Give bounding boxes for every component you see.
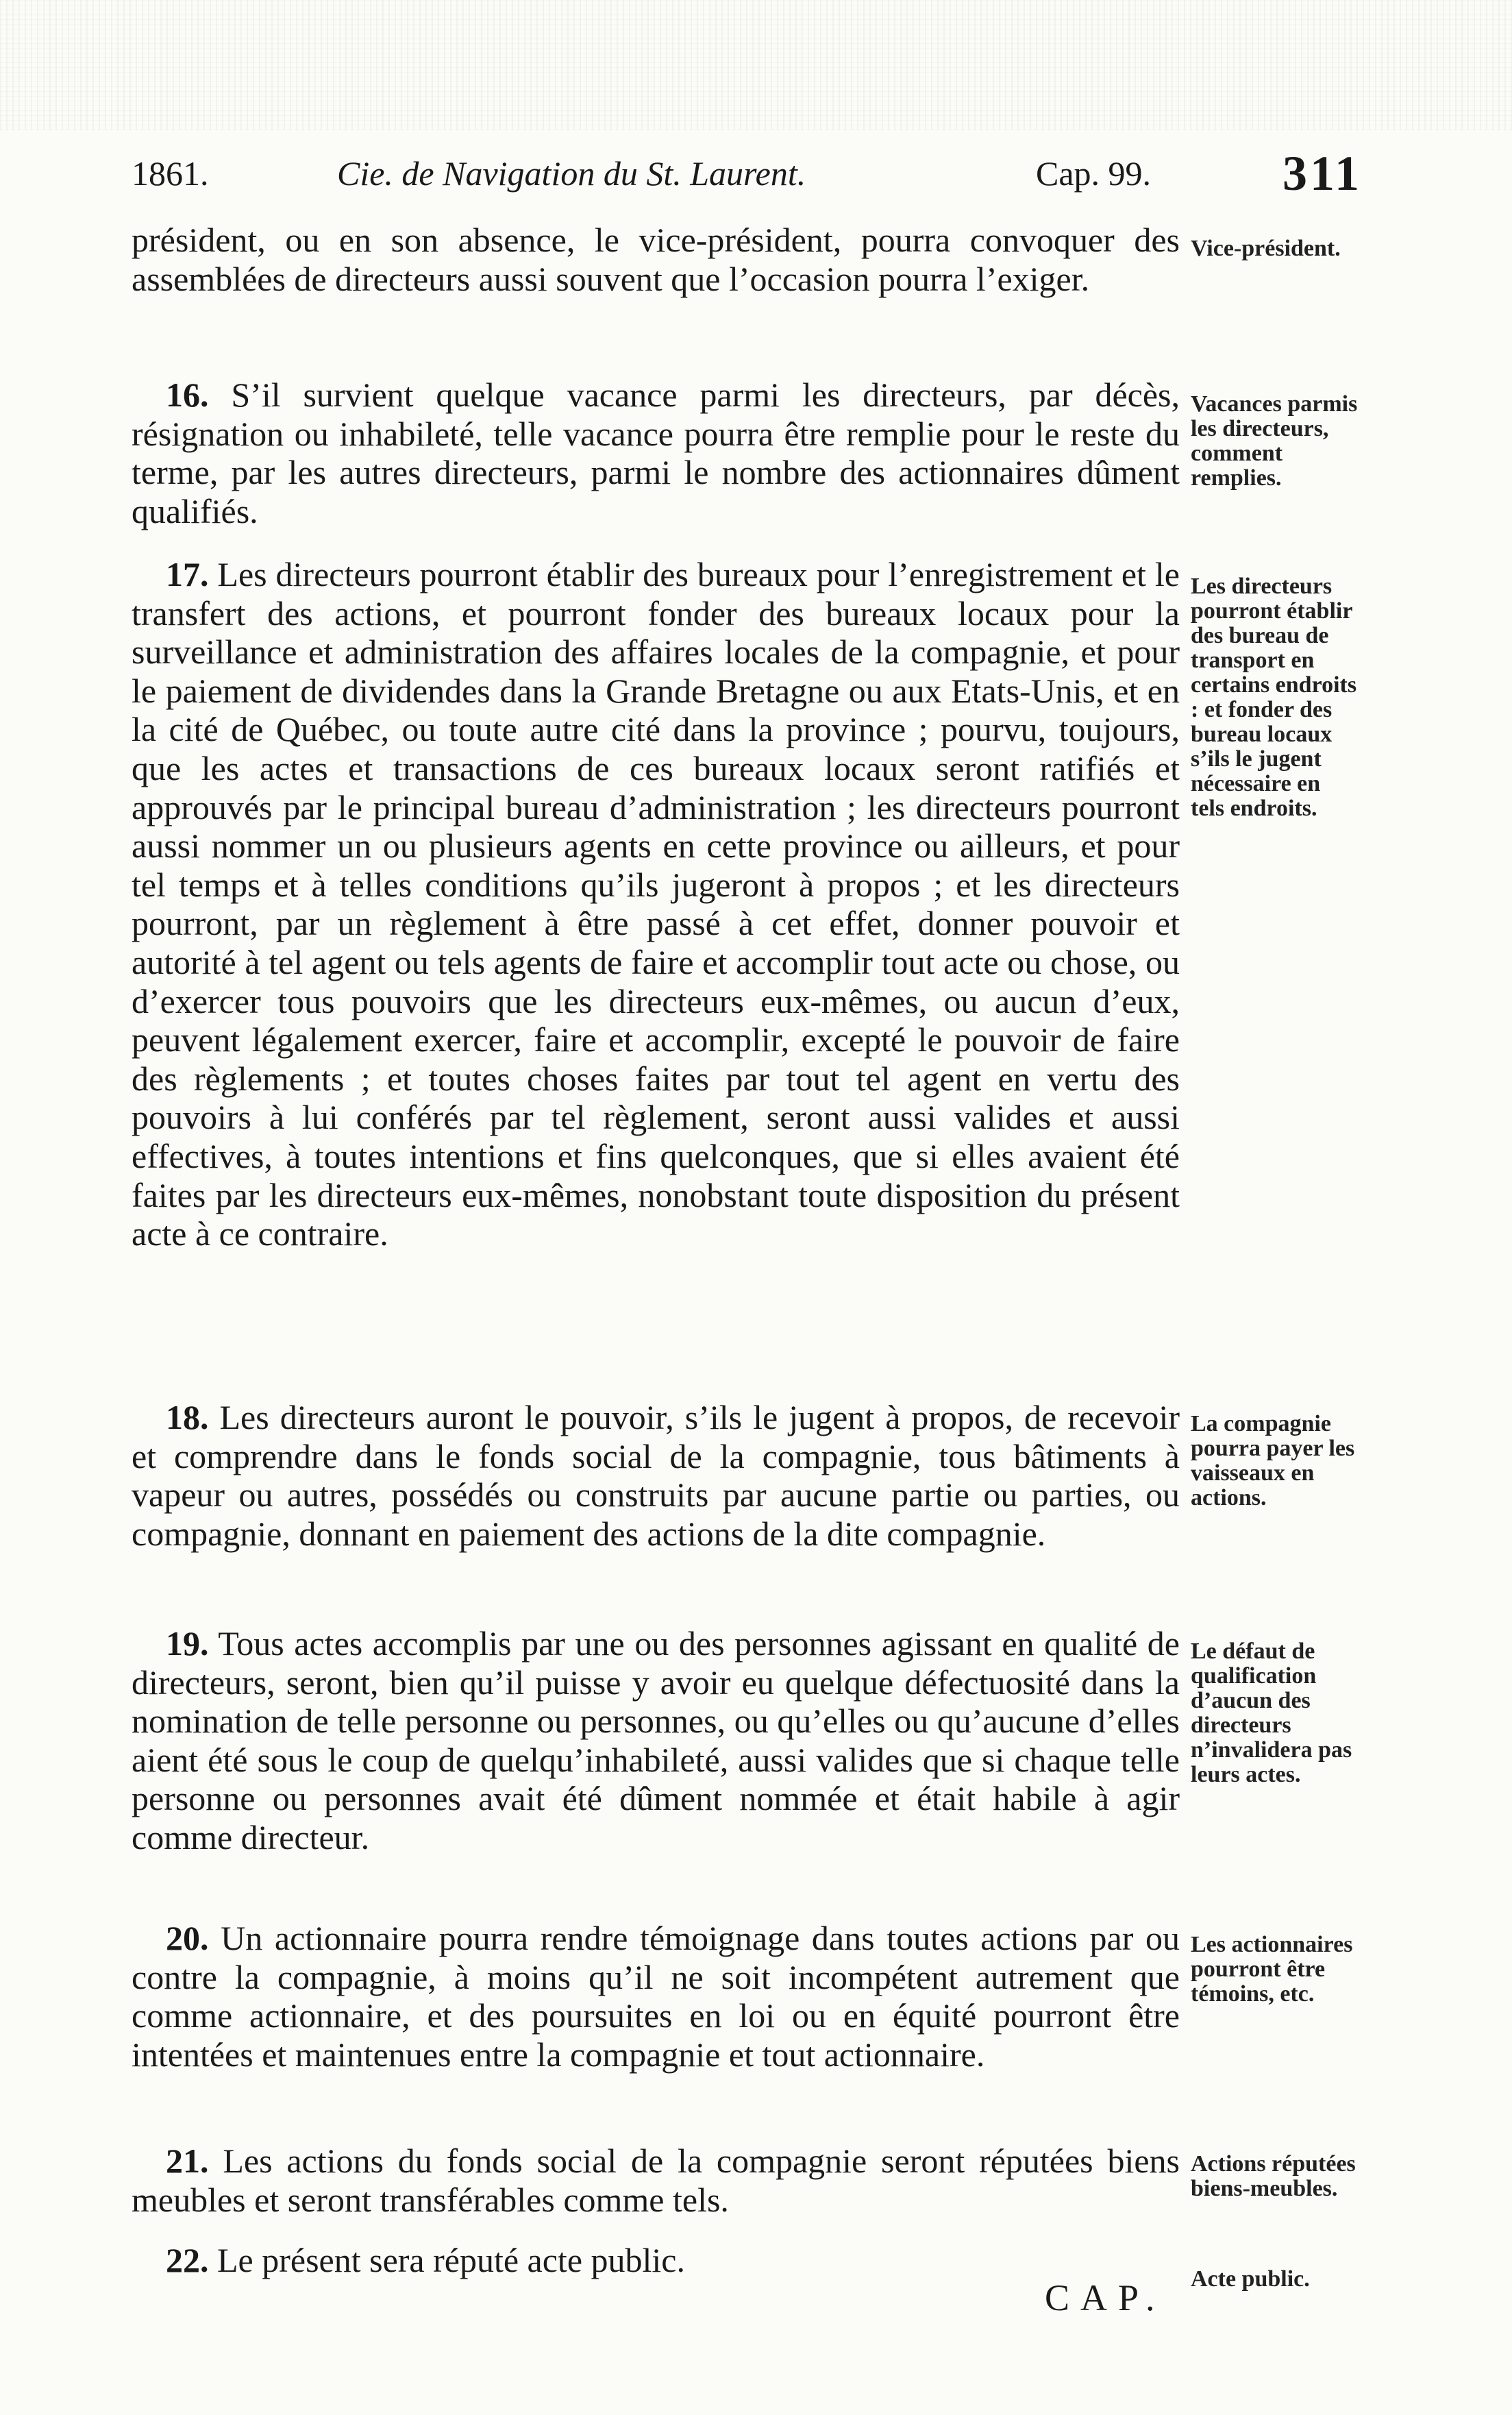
- section-text: S’il survient quelque vacance parmi les directeurs, par décès, résignation ou inhabileté, telle vacance pourra être remplie pour le reste du terme, par les autres directeurs, parmi le nombre des actionnaires dûment qualifiés.: [132, 376, 1180, 530]
- section-continuation: [132, 221, 1180, 298]
- section-19: [132, 1624, 1180, 1857]
- scan-noise-band: [0, 0, 1512, 130]
- margin-note: Actions réputées biens-meubles.: [1191, 2151, 1356, 2201]
- section-number: 20.: [166, 1919, 209, 1957]
- margin-note: La compagnie pourra payer les vaisseaux en actions.: [1191, 1411, 1355, 1510]
- section-16: [132, 376, 1180, 530]
- margin-note: Le défaut de qualification d’aucun des directeurs n’invalidera pas leurs actes.: [1191, 1639, 1352, 1787]
- margin-note: Vice-président.: [1191, 236, 1341, 261]
- section-text: Tous actes accomplis par une ou des personnes agissant en qualité de directeurs, seront, bien qu’il puisse y avoir eu quelque défectuosité dans la nomination de telle personne ou personnes, ou qu’elles ou qu’aucune d’elles aient été sous le coup de quelqu’inhabileté, aussi valides que si chaque telle personne ou personnes avait été dûment nommée et était habile à agir comme directeur.: [132, 1624, 1180, 1856]
- header-year: 1861.: [132, 154, 209, 193]
- catchword: CAP.: [1045, 2277, 1166, 2318]
- section-21: [132, 2142, 1180, 2219]
- section-number: 22.: [166, 2241, 209, 2279]
- section-text: Le présent sera réputé acte public.: [217, 2241, 685, 2279]
- section-18: [132, 1398, 1180, 1553]
- margin-note: Les actionnaires pourront être témoins, etc.: [1191, 1932, 1353, 2007]
- section-22: [132, 2241, 1180, 2280]
- running-header: [132, 145, 1392, 207]
- section-number: 17.: [166, 555, 209, 593]
- section-text: Les actions du fonds social de la compagnie seront réputées biens meubles et seront transférables comme tels.: [132, 2142, 1180, 2219]
- section-text: Un actionnaire pourra rendre témoignage dans toutes actions par ou contre la compagnie, à moins qu’il ne soit incompétent autrement que comme actionnaire, et des poursuites en loi ou en équité pourront être intentées et maintenues entre la compagnie et tout actionnaire.: [132, 1919, 1180, 2074]
- header-title: Cie. de Navigation du St. Laurent.: [337, 154, 806, 193]
- section-number: 21.: [166, 2142, 209, 2180]
- margin-note: Acte public.: [1191, 2266, 1310, 2292]
- section-20: [132, 1919, 1180, 2074]
- page-number: 311: [1282, 146, 1363, 201]
- section-number: 19.: [166, 1624, 209, 1663]
- section-text: Les directeurs auront le pouvoir, s’ils le jugent à propos, de recevoir et comprendre dans le fonds social de la compagnie, tous bâtiments à vapeur ou autres, possédés ou construits par aucune partie ou parties, ou compagnie, donnant en paiement des actions de la dite compagnie.: [132, 1398, 1180, 1553]
- margin-note: Les directeurs pourront établir des bureau de transport en certains endroits : et fonder des bureau locaux s’ils le jugent nécessaire en tels endroits.: [1191, 574, 1357, 821]
- section-text: président, ou en son absence, le vice-président, pourra convoquer des assemblées de directeurs aussi souvent que l’occasion pourra l’exiger.: [132, 221, 1180, 298]
- section-number: 18.: [166, 1398, 209, 1436]
- section-number: 16.: [166, 376, 209, 414]
- section-text: Les directeurs pourront établir des bureaux pour l’enregistrement et le transfert des actions, et pourront fonder des bureaux locaux pour la surveillance et administration des affaires locales de la compagnie, et pour le paiement de dividendes dans la Grande Bretagne ou aux Etats-Unis, et en la cité de Québec, ou toute autre cité dans la province ; pourvu, toujours, que les actes et transactions de ces bureaux locaux seront ratifiés et approuvés par le principal bureau d’administration ; les directeurs pourront aussi nommer un ou plusieurs agents en cette province ou ailleurs, et pour tel temps et à telles conditions qu’ils jugeront à propos ; et les directeurs pourront, par un règlement à être passé à cet effet, donner pouvoir et autorité à tel agent ou tels agents de faire et accomplir tout acte ou chose, ou d’exercer tous pouvoirs que les directeurs eux-mêmes, ou aucun d’eux, peuvent légalement exercer, faire et accomplir, excepté le pouvoir de faire des règlements ; et toutes choses faites par tout tel agent en vertu des pouvoirs à lui conférés par tel règlement, seront aussi valides et aussi effectives, à toutes intentions et fins quelconques, que si elles avaient été faites par les directeurs eux-mêmes, nonobstant toute disposition du présent acte à ce contraire.: [132, 555, 1180, 1253]
- margin-note: Vacances parmis les directeurs, comment remplies.: [1191, 391, 1358, 491]
- header-chapter: Cap. 99.: [1036, 154, 1152, 193]
- section-17: [132, 555, 1180, 1253]
